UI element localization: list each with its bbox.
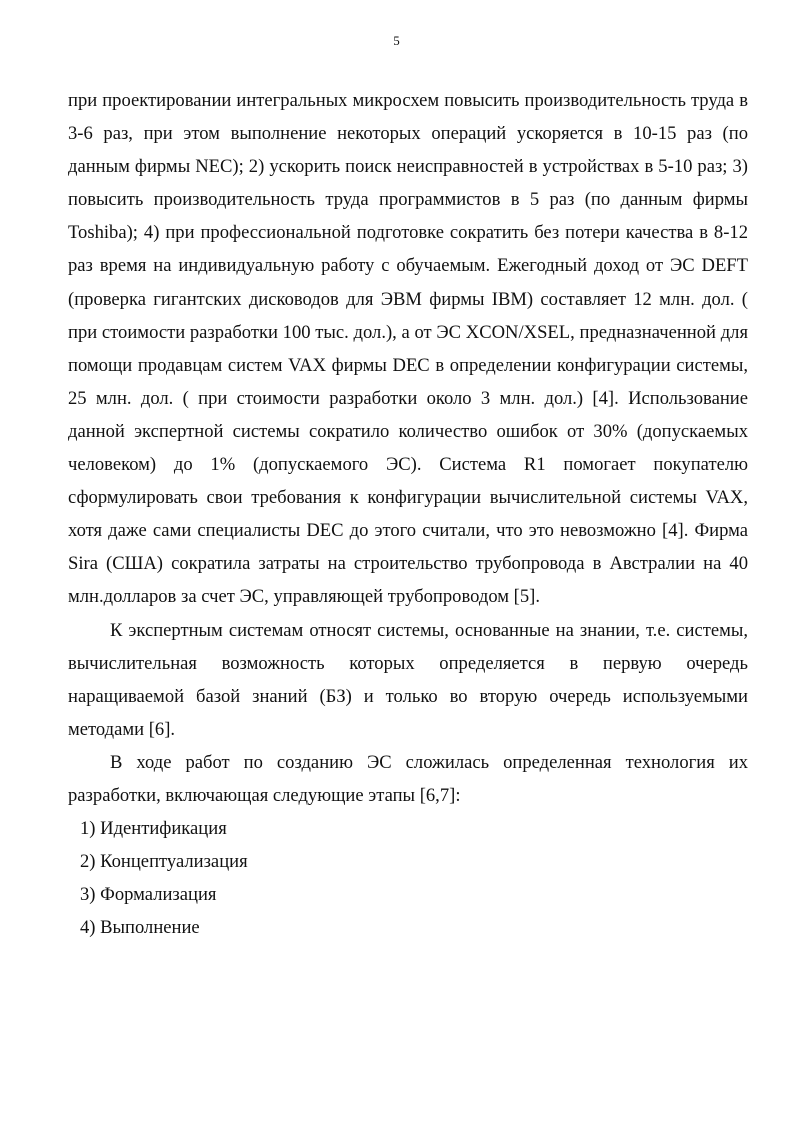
paragraph-development-stages-intro: В ходе работ по созданию ЭС сложилась определенная технология их разработки, включающая следующие этапы [6,7]: — [68, 751, 748, 806]
stage-item-formalization: 3) Формализация — [80, 884, 217, 906]
stage-item-execution: 4) Выполнение — [80, 917, 200, 939]
paragraph-expert-systems-benefits: при проектировании интегральных микросхем повысить производительность труда в 3-6 раз, при этом выполнение некоторых операций ускоряется в 10-15 раз (по данным фирмы NEC); 2) ускорить поиск неисправностей в устройствах в 5-10 раз; 3) повысить производительность труда программистов в 5 раз (по данным фирмы Toshiba); 4) при профессиональной подготовке сократить без потери качества в 8-12 раз время на индивидуальную работу с обучаемым. Ежегодный доход от ЭС DEFT (проверка гигантских дисководов для ЭВМ фирмы IBM) составляет 12 млн. дол. ( при стоимости разработки 100 тыс. дол.), а от ЭС XCON/XSEL, предназначенной для помощи продавцам систем VAX фирмы DEC в определении конфигурации системы, 25 млн. дол. ( при стоимости разработки около 3 млн. дол.) [4]. Использование данной экспертной системы сократило количество ошибок от 30% (допускаемых человеком) до 1% (допускаемого ЭС). Система R1 помогает покупателю сформулировать свои требования к конфигурации вычислительной системы VAX, хотя даже сами специалисты DEC до этого считали, что это невозможно [4]. Фирма Sira (США) сократила затраты на строительство трубопровода в Австралии на 40 млн.долларов за счет ЭС, управляющей трубопроводом [5]. — [68, 90, 748, 608]
page-number: 5 — [393, 33, 400, 48]
paragraph-knowledge-based-systems: К экспертным системам относят системы, основанные на знании, т.е. системы, вычислительная возможность которых определяется в первую очередь наращиваемой базой знаний (БЗ) и только во вторую очередь используемыми методами [6]. — [68, 619, 748, 740]
stages-list — [68, 812, 748, 944]
stage-item-identification: 1) Идентификация — [80, 818, 227, 840]
body-text — [68, 84, 748, 944]
stage-item-conceptualization: 2) Концептуализация — [80, 851, 248, 873]
